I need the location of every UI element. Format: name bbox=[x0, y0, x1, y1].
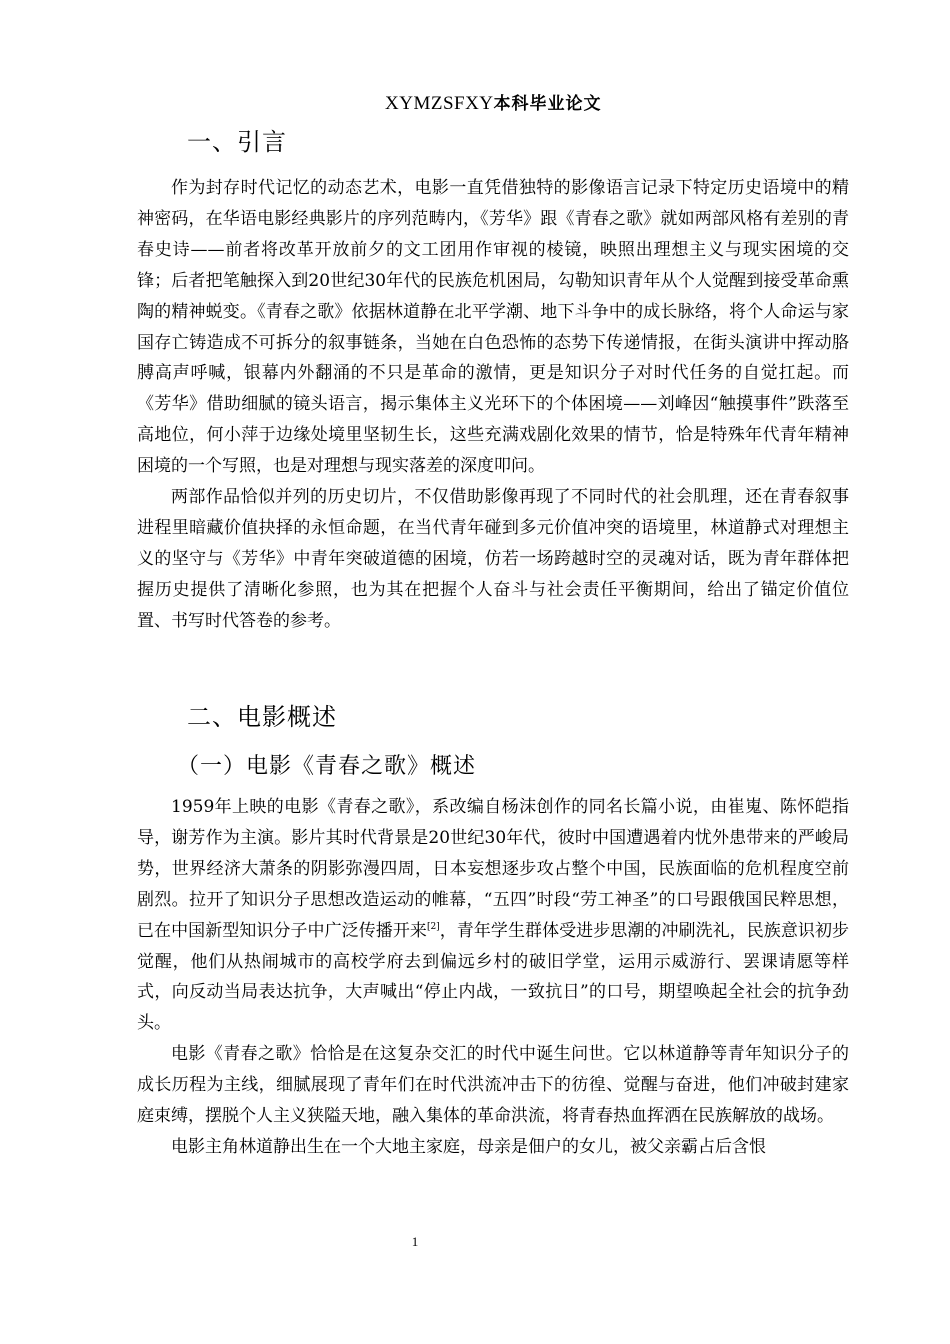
header-thesis-label: 本科毕业论文 bbox=[493, 94, 602, 114]
paragraph bbox=[137, 792, 849, 1039]
section-heading-film-overview: 二、电影概述 bbox=[187, 703, 337, 731]
paragraph: 作为封存时代记忆的动态艺术，电影一直凭借独特的影像语言记录下特定历史语境中的精神密码，在华语电影经典影片的序列范畴内，《芳华》跟《青春之歌》就如两部风格有差别的青春史诗——前者将改革开放前夕的文工团用作审视的棱镜，映照出理想主义与现实困境的交锋；后者把笔触探入到20世纪30年代的民族危机困局，勾勒知识青年从个人觉醒到接受革命熏陶的精神蜕变。《青春之歌》依据林道静在北平学潮、地下斗争中的成长脉络，将个人命运与家国存亡铸造成不可拆分的叙事链条，当她在白色恐怖的态势下传递情报，在街头演讲中挥动胳膊高声呼喊，银幕内外翻涌的不只是革命的激情，更是知识分子对时代任务的自觉扛起。而《芳华》借助细腻的镜头语言，揭示集体主义光环下的个体困境——刘峰因“触摸事件”跌落至高地位，何小萍于边缘处境里坚韧生长，这些充满戏剧化效果的情节，恰是特殊年代青年精神困境的一个写照，也是对理想与现实落差的深度叩问。 bbox=[137, 178, 849, 477]
paragraph-text: ，青年学生群体受进步思潮的冲刷洗礼，民族意识初步觉醒，他们从热闹城市的高校学府去到偏远乡村的破旧学堂，运用示威游行、罢课请愿等样式，向反动当局表达抗争，大声喊出“停止内战，一致抗日”的口号，期望唤起全社会的抗争劲头。 bbox=[137, 920, 850, 1034]
paragraph: 电影主角林道静出生在一个大地主家庭，母亲是佃户的女儿，被父亲霸占后含恨 bbox=[171, 1136, 766, 1157]
subsection-heading-song-of-youth: （一）电影《青春之歌》概述 bbox=[177, 754, 477, 779]
introduction-body bbox=[137, 173, 849, 637]
paragraph: 两部作品恰似并列的历史切片，不仅借助影像再现了不同时代的社会肌理，还在青春叙事进程里暗藏价值抉择的永恒命题，在当代青年碰到多元价值冲突的语境里，林道静式对理想主义的坚守与《芳华》中青年突破道德的困境，仿若一场跨越时空的灵魂对话，既为青年群体把握历史提供了清晰化参照，也为其在把握个人奋斗与社会责任平衡期间，给出了锚定价值位置、书写时代答卷的参考。 bbox=[137, 487, 849, 631]
paragraph: 电影《青春之歌》恰恰是在这复杂交汇的时代中诞生问世。它以林道静等青年知识分子的成长历程为主线，细腻展现了青年们在时代洪流冲击下的彷徨、觉醒与奋进，他们冲破封建家庭束缚，摆脱个人主义狭隘天地，融入集体的革命洪流，将青春热血挥洒在民族解放的战场。 bbox=[137, 1044, 849, 1127]
page-number: 1 bbox=[411, 1234, 419, 1249]
citation-marker[interactable]: [2] bbox=[426, 921, 440, 932]
header-school-code: XYMZSFXY bbox=[385, 93, 494, 114]
section-heading-introduction: 一、引言 bbox=[187, 128, 287, 156]
film-overview-body bbox=[137, 792, 849, 1163]
paragraph-text: 1959年上映的电影《青春之歌》，系改编自杨沫创作的同名长篇小说，由崔嵬、陈怀皑指导，谢芳作为主演。影片其时代背景是20世纪30年代，彼时中国遭遇着内忧外患带来的严峻局势，世界经济大萧条的阴影弥漫四周，日本妄想逐步攻占整个中国，民族面临的危机程度空前剧烈。拉开了知识分子思想改造运动的帷幕，“五四”时段“劳工神圣”的口号跟俄国民粹思想，已在中国新型知识分子中广泛传播开来 bbox=[137, 797, 849, 941]
running-header bbox=[385, 91, 602, 116]
